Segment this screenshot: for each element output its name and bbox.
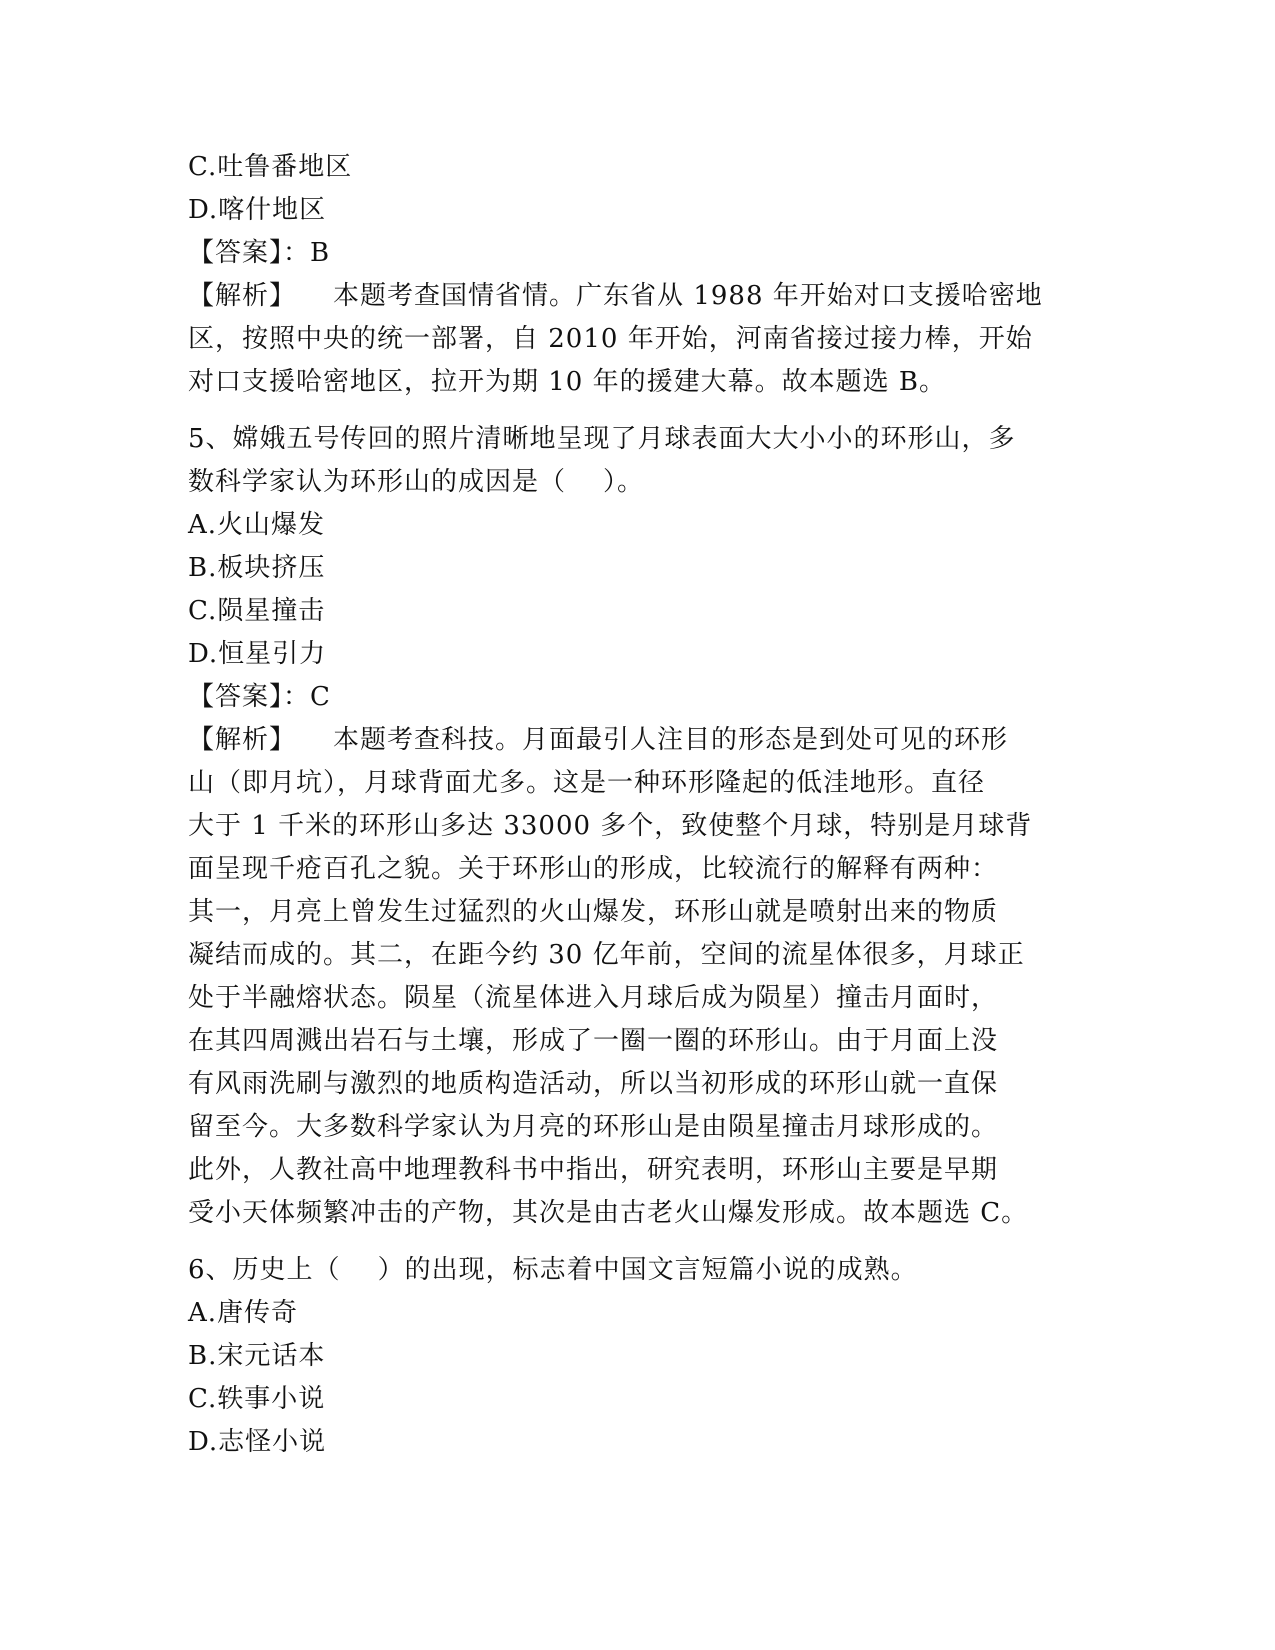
- option-d: D.恒星引力: [188, 639, 327, 669]
- analysis-line: 对口支援哈密地区，拉开为期 10 年的援建大幕。故本题选 B。: [188, 367, 946, 397]
- analysis-line: 受小天体频繁冲击的产物，其次是由古老火山爆发形成。故本题选 C。: [188, 1198, 1029, 1228]
- option-a: A.唐传奇: [188, 1298, 299, 1328]
- analysis-line: 其一，月亮上曾发生过猛烈的火山爆发，环形山就是喷射出来的物质: [188, 897, 999, 927]
- analysis-line: 有风雨洗刷与激烈的地质构造活动，所以当初形成的环形山就一直保: [188, 1069, 999, 1099]
- option-b: B.宋元话本: [188, 1341, 326, 1371]
- option-a: A.火山爆发: [188, 510, 326, 540]
- analysis-line: 凝结而成的。其二，在距今约 30 亿年前，空间的流星体很多，月球正: [188, 940, 1025, 970]
- question-5: [188, 418, 1088, 1235]
- question-text: 6、历史上（ ）的出现，标志着中国文言短篇小说的成熟。: [188, 1255, 918, 1285]
- analysis-line: 留至今。大多数科学家认为月亮的环形山是由陨星撞击月球形成的。: [188, 1112, 999, 1142]
- option-c: C.陨星撞击: [188, 596, 326, 626]
- document-page: [188, 146, 1088, 1464]
- question-4-tail: [188, 146, 1088, 404]
- answer-line: 【答案】：B: [188, 238, 331, 268]
- analysis-line: 【解析】 本题考查国情省情。广东省从 1988 年开始对口支援哈密地: [188, 281, 1043, 311]
- question-6: [188, 1249, 1088, 1464]
- analysis-line: 此外，人教社高中地理教科书中指出，研究表明，环形山主要是早期: [188, 1155, 999, 1185]
- analysis-line: 【解析】 本题考查科技。月面最引人注目的形态是到处可见的环形: [188, 725, 1009, 755]
- answer-line: 【答案】：C: [188, 682, 331, 712]
- analysis-line: 处于半融熔状态。陨星（流星体进入月球后成为陨星）撞击月面时，: [188, 983, 999, 1013]
- option-d: D.志怪小说: [188, 1427, 327, 1457]
- question-text: 5、嫦娥五号传回的照片清晰地呈现了月球表面大大小小的环形山，多: [188, 424, 1016, 454]
- analysis-line: 区，按照中央的统一部署，自 2010 年开始，河南省接过接力棒，开始: [188, 324, 1033, 354]
- option-c: C.轶事小说: [188, 1384, 326, 1414]
- option-b: B.板块挤压: [188, 553, 326, 583]
- analysis-line: 面呈现千疮百孔之貌。关于环形山的形成，比较流行的解释有两种：: [188, 854, 999, 884]
- analysis-line: 大于 1 千米的环形山多达 33000 多个，致使整个月球，特别是月球背: [188, 811, 1033, 841]
- analysis-line: 山（即月坑），月球背面尤多。这是一种环形隆起的低洼地形。直径: [188, 768, 986, 798]
- option-c: C.吐鲁番地区: [188, 152, 353, 182]
- question-text: 数科学家认为环形山的成因是（ ）。: [188, 467, 645, 497]
- option-d: D.喀什地区: [188, 195, 327, 225]
- analysis-line: 在其四周溅出岩石与土壤，形成了一圈一圈的环形山。由于月面上没: [188, 1026, 999, 1056]
